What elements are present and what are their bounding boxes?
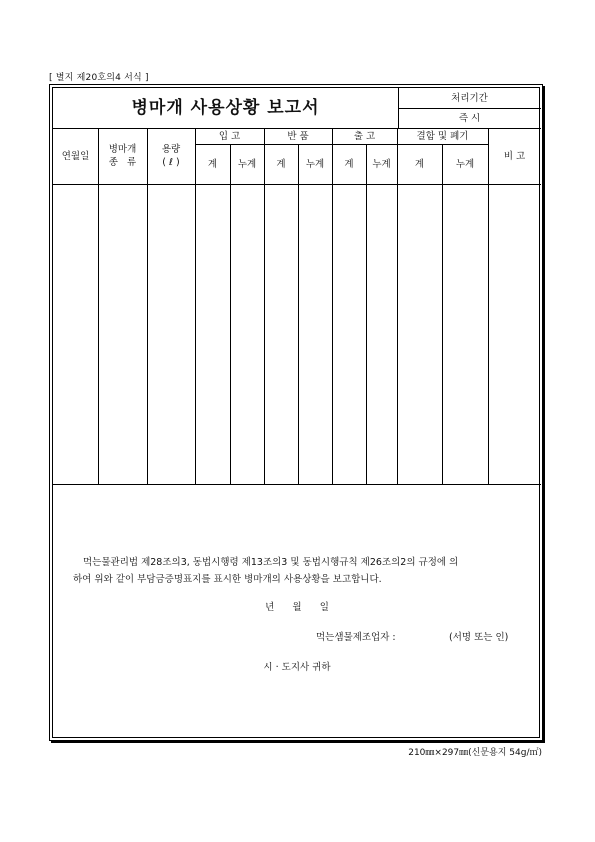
subheader-defect-cumulative: 누계 [455, 158, 475, 170]
subheader-defect-total: 계 [414, 158, 425, 170]
declaration-line-1: 먹는물관리법 제28조의3, 동법시행령 제13조의3 및 동법시행규칙 제26조의2의 규정에 의 [83, 557, 459, 568]
column-header-cap-type: 병마개 종 류 [108, 144, 137, 168]
subheader-shipment-total: 계 [344, 158, 354, 170]
declaration-text [73, 554, 523, 588]
column-header-shipment: 출 고 [353, 130, 376, 142]
form-number-label: [ 별지 제20호의4 서식 ] [49, 73, 149, 83]
column-header-defect-disposal: 결함 및 폐기 [416, 130, 469, 142]
addressee: 시 · 도지사 귀하 [263, 662, 331, 673]
column-header-returned: 반 품 [287, 130, 309, 142]
signature-field: (서명 또는 인) [449, 632, 509, 643]
declaration-line-2: 하여 위와 같이 부담금증명표지를 표시한 병마개의 사용상황을 보고합니다. [73, 574, 382, 585]
column-header-date: 연월일 [61, 150, 90, 162]
manufacturer-label: 먹는샘물제조업자 : [316, 632, 396, 643]
subheader-shipment-cumulative: 누계 [372, 158, 391, 170]
report-form [49, 84, 543, 741]
paper-spec-label: 210㎜×297㎜(신문용지 54g/㎡) [408, 748, 542, 758]
form-inner-frame [52, 87, 540, 738]
subheader-returned-total: 계 [276, 158, 286, 170]
column-header-capacity: 용량 ( ℓ ) [161, 144, 181, 168]
subheader-receipt-cumulative: 누계 [237, 158, 257, 170]
processing-period-label: 처리기간 [451, 92, 488, 104]
processing-period-value: 즉 시 [458, 112, 481, 124]
subheader-returned-cumulative: 누계 [305, 158, 325, 170]
form-title: 병마개 사용상황 보고서 [131, 97, 320, 118]
column-header-receipt: 입 고 [218, 130, 241, 142]
column-header-remarks: 비 고 [503, 150, 526, 162]
report-date-line: 년 월 일 [265, 602, 329, 613]
subheader-receipt-total: 계 [207, 158, 218, 170]
